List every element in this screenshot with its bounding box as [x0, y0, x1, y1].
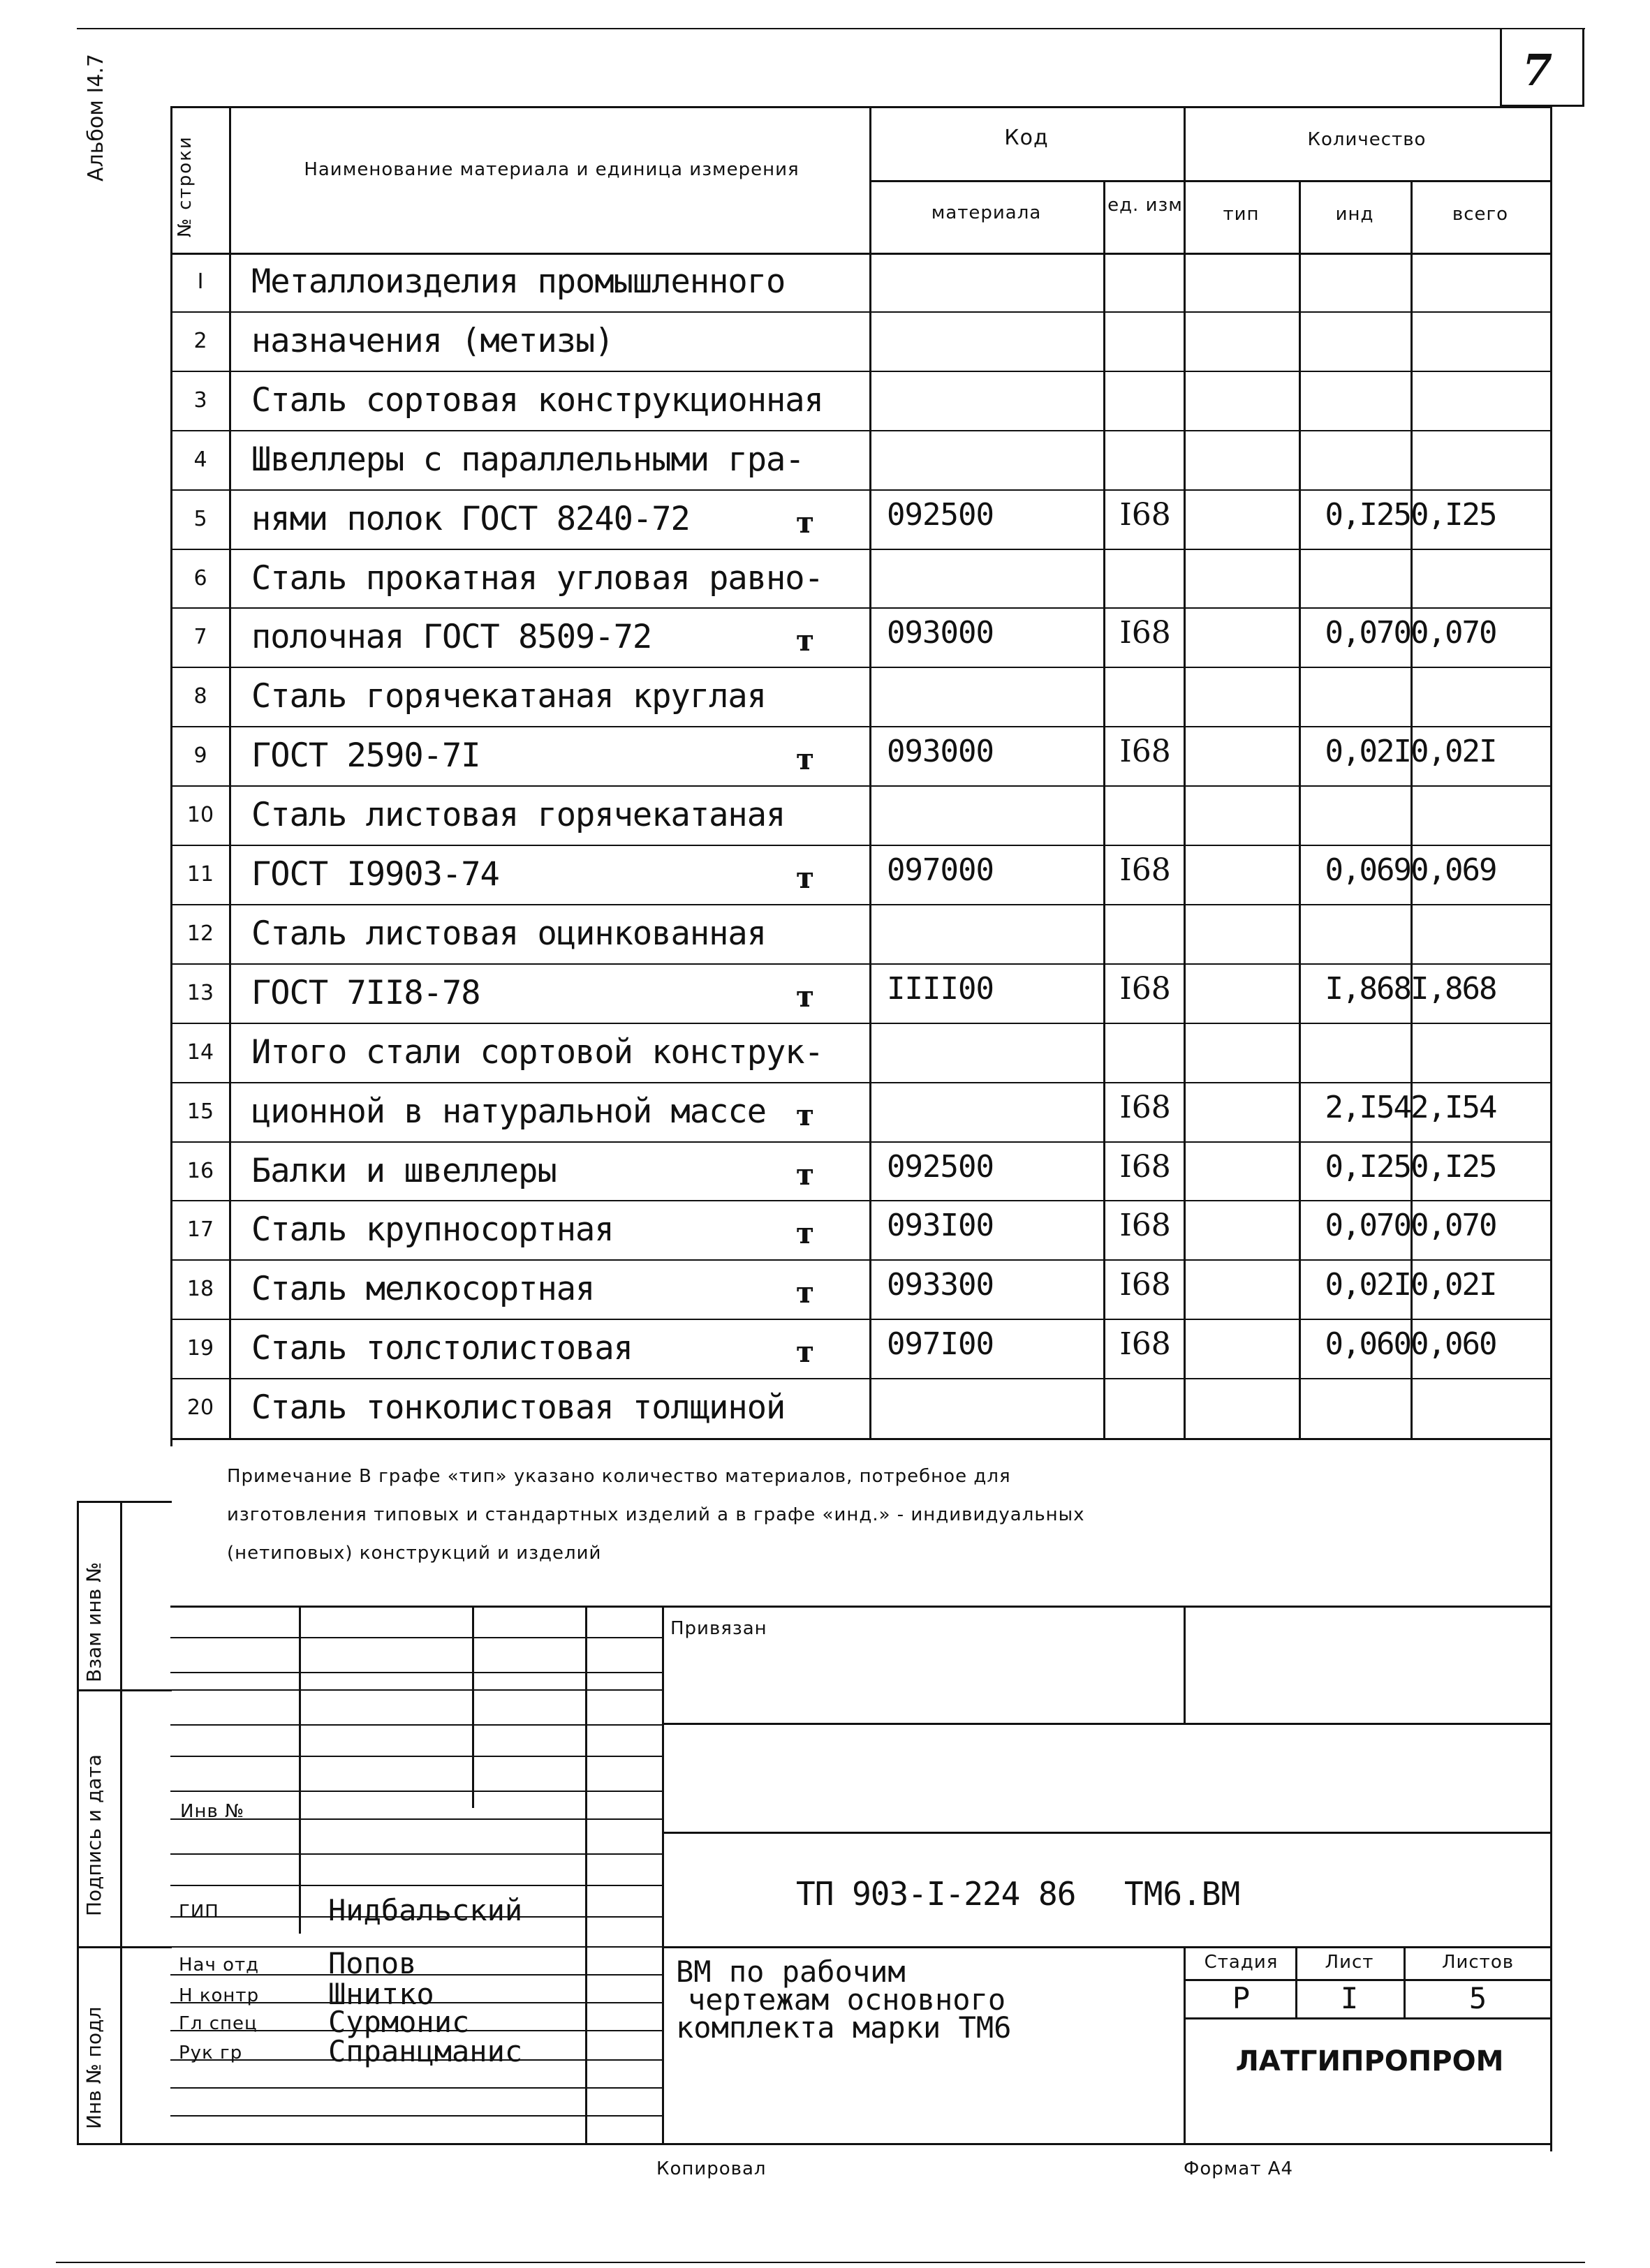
row-unit: т: [796, 979, 815, 1014]
page-number-box-right: [1582, 28, 1584, 107]
table-top-line: [172, 106, 1552, 108]
row-unit-code: I68: [1119, 1326, 1171, 1363]
row-number: 8: [193, 684, 207, 709]
row-name: ционной в натуральной массе: [251, 1092, 767, 1131]
row-divider: [172, 904, 1552, 905]
side-sep-1: [77, 1689, 172, 1691]
row-total: 0,069: [1410, 852, 1496, 888]
stamp-grid-line: [170, 1689, 662, 1691]
role-label: Гл спец: [179, 2013, 258, 2034]
row-divider: [172, 1082, 1552, 1083]
row-ind: 0,070: [1325, 1208, 1410, 1244]
row-unit: т: [796, 1216, 815, 1251]
organization: ЛАТГИПРОПРОМ: [1235, 2045, 1504, 2077]
doc-title-line-2: чертежам основного: [688, 1982, 1006, 2017]
row-number: 20: [186, 1395, 214, 1421]
col-ind-line: [1299, 180, 1301, 1439]
stage-value: Р: [1232, 1981, 1251, 2015]
col-qty-line: [1184, 106, 1186, 1439]
stamp-grid-line: [170, 1637, 662, 1638]
table-right-line: [1550, 106, 1552, 2151]
footer-copied: Копировал: [656, 2158, 767, 2179]
row-number: 2: [193, 328, 207, 353]
col-code-line: [869, 106, 871, 1439]
row-unit: т: [796, 505, 815, 540]
row-unit: т: [796, 742, 815, 777]
row-code: 093I00: [887, 1208, 994, 1244]
row-number: 18: [186, 1277, 214, 1302]
row-name: Швеллеры с параллельными гра-: [251, 440, 804, 479]
row-name: Сталь мелкосортная: [251, 1270, 595, 1309]
row-name: ГОСТ 7II8-78: [251, 973, 480, 1012]
role-label: ГИП: [179, 1902, 219, 1922]
row-total: 0,02I: [1410, 734, 1496, 770]
row-total: 0,070: [1410, 1208, 1496, 1244]
row-divider: [172, 1141, 1552, 1143]
album-label: Альбом I4.7: [84, 54, 108, 181]
side-label-podpis: Подпись и дата: [82, 1754, 105, 1916]
row-number: 3: [193, 387, 207, 413]
sheet-value: I: [1340, 1981, 1359, 2015]
doc-title-line-1: ВМ по рабочим: [676, 1955, 906, 1989]
role-name: Шнитко: [328, 1977, 434, 2011]
row-number: 15: [186, 1099, 214, 1124]
row-name: Итого стали сортовой конструк-: [251, 1032, 823, 1072]
page-number: 7: [1522, 45, 1553, 96]
row-total: I,868: [1410, 970, 1496, 1007]
row-code: IIII00: [887, 970, 994, 1007]
stamp-grid-line: [170, 1885, 662, 1886]
row-ind: 0,I25: [1325, 1148, 1410, 1185]
side-left-line: [77, 1501, 79, 2144]
header-bottom-line: [172, 253, 1552, 255]
header-code: Код: [1004, 126, 1049, 150]
row-ind: 0,I25: [1325, 496, 1410, 533]
stamp-bottom-line: [77, 2143, 1552, 2145]
table-left-line: [170, 106, 172, 1446]
row-ind: 0,070: [1325, 615, 1410, 651]
row-divider: [172, 371, 1552, 372]
row-name: Сталь листовая горячекатаная: [251, 796, 786, 835]
row-name: ГОСТ 2590-7I: [251, 736, 480, 776]
side-top-line: [77, 1501, 172, 1503]
row-number: 12: [186, 921, 214, 946]
row-name: Балки и швеллеры: [251, 1151, 557, 1190]
header-q-type: тип: [1223, 204, 1260, 225]
footer-format: Формат А4: [1184, 2158, 1294, 2179]
stamp-col-3: [585, 1606, 587, 2143]
header-code-unit: ед. изм: [1107, 195, 1183, 216]
inv-no-label: Инв №: [180, 1801, 245, 1822]
row-number: 13: [186, 980, 214, 1005]
header-mid-line: [869, 180, 1552, 182]
row-code: 097000: [887, 852, 994, 888]
row-ind: 0,060: [1325, 1326, 1410, 1363]
row-name: Сталь тонколистовая толщиной: [251, 1388, 786, 1428]
row-number: 6: [193, 565, 207, 591]
row-total: 2,I54: [1410, 1089, 1496, 1125]
row-number: 16: [186, 1158, 214, 1183]
row-unit-code: I68: [1119, 734, 1171, 770]
stamp-col-2: [472, 1606, 474, 1808]
row-name: Сталь листовая оцинкованная: [251, 914, 767, 953]
stamp-col-4: [662, 1606, 664, 2143]
row-name: Металлоизделия промышленного: [251, 262, 786, 301]
row-divider: [172, 607, 1552, 609]
doc-mark: ТМ6.ВМ: [1124, 1875, 1241, 1913]
row-divider: [172, 1200, 1552, 1201]
stamp-code-top: [662, 1832, 1552, 1834]
row-divider: [172, 785, 1552, 787]
row-name: Сталь толстолистовая: [251, 1329, 633, 1368]
row-ind: I,868: [1325, 970, 1410, 1007]
privyazan-label: Привязан: [670, 1618, 767, 1639]
row-divider: [172, 1319, 1552, 1320]
row-ind: 0,069: [1325, 852, 1410, 888]
col-total-line: [1410, 180, 1413, 1439]
row-unit-code: I68: [1119, 1267, 1171, 1303]
row-divider: [172, 489, 1552, 491]
stamp-grid-line: [170, 2087, 662, 2089]
row-divider: [172, 549, 1552, 550]
row-code: 093000: [887, 734, 994, 770]
doc-title-line-3: комплекта марки ТМ6: [676, 2010, 1012, 2045]
header-quantity: Количество: [1307, 129, 1427, 150]
row-number: 14: [186, 1039, 214, 1065]
role-label: Рук гр: [179, 2043, 243, 2063]
stamp-code-bottom: [662, 1946, 1552, 1948]
note-line-3: (нетиповых) конструкций и изделий: [227, 1543, 602, 1564]
col-rowno-line: [229, 106, 231, 1439]
row-ind: 2,I54: [1325, 1089, 1410, 1125]
row-name: Сталь крупносортная: [251, 1210, 614, 1250]
row-unit-code: I68: [1119, 1208, 1171, 1244]
sheets-header: Листов: [1441, 1952, 1515, 1973]
row-name: ГОСТ I9903-74: [251, 855, 499, 894]
row-divider: [172, 963, 1552, 965]
header-name: Наименование материала и единица измерения: [304, 159, 800, 180]
row-divider: [172, 1023, 1552, 1024]
row-unit-code: I68: [1119, 970, 1171, 1007]
doc-code: ТП 903-I-224 86: [796, 1875, 1076, 1913]
row-number: 11: [186, 862, 214, 887]
header-q-total: всего: [1452, 204, 1509, 225]
header-code-material: материала: [931, 202, 1042, 223]
row-code: 097I00: [887, 1326, 994, 1363]
row-unit-code: I68: [1119, 615, 1171, 651]
row-unit: т: [796, 1157, 815, 1192]
row-code: 093300: [887, 1267, 994, 1303]
header-q-ind: инд: [1335, 204, 1374, 225]
sheets-value: 5: [1468, 1981, 1487, 2015]
row-number: 10: [186, 803, 214, 828]
side-label-vzam: Взам инв №: [82, 1562, 105, 1682]
row-total: 0,060: [1410, 1326, 1496, 1363]
row-total: 0,070: [1410, 615, 1496, 651]
row-ind: 0,02I: [1325, 734, 1410, 770]
row-name: Сталь сортовая конструкционная: [251, 380, 823, 420]
row-code: 092500: [887, 496, 994, 533]
row-unit: т: [796, 1097, 815, 1132]
col-ed-line: [1103, 180, 1105, 1439]
row-divider: [172, 726, 1552, 727]
row-total: 0,I25: [1410, 1148, 1496, 1185]
row-total: 0,I25: [1410, 496, 1496, 533]
row-divider: [172, 667, 1552, 668]
role-name: Сурмонис: [328, 2005, 470, 2039]
sheet-header: Лист: [1325, 1952, 1374, 1973]
stamp-grid-line: [170, 1791, 662, 1792]
role-name: Нидбальский: [328, 1893, 523, 1927]
stage-header: Стадия: [1204, 1952, 1279, 1973]
row-name: назначения (метизы): [251, 321, 614, 360]
row-divider: [172, 1259, 1552, 1261]
row-number: 19: [186, 1336, 214, 1361]
stamp-grid-line: [170, 1724, 662, 1726]
row-name: Сталь горячекатаная круглая: [251, 677, 767, 716]
stamp-grid-line: [170, 1853, 662, 1855]
top-border: [77, 28, 1585, 29]
stage-value-line: [1184, 2017, 1552, 2019]
row-unit: т: [796, 1275, 815, 1310]
stamp-top-line: [170, 1606, 1552, 1608]
row-code: 093000: [887, 615, 994, 651]
stamp-grid-line: [170, 2115, 662, 2117]
row-divider: [172, 1378, 1552, 1379]
row-name: полочная ГОСТ 8509-72: [251, 618, 652, 657]
stamp-grid-line: [170, 1756, 662, 1757]
rows-bottom-line: [172, 1438, 1552, 1440]
stamp-priv-bottom: [662, 1723, 1552, 1725]
row-name: Сталь прокатная угловая равно-: [251, 558, 823, 598]
note-line-2: изготовления типовых и стандартных изделий а в графе «инд.» - индивидуальных: [227, 1504, 1085, 1525]
row-unit: т: [796, 623, 815, 658]
row-divider: [172, 311, 1552, 313]
row-number: 4: [193, 447, 207, 472]
row-unit-code: I68: [1119, 1148, 1171, 1185]
row-total: 0,02I: [1410, 1267, 1496, 1303]
stamp-col-stage: [1184, 1946, 1186, 2143]
row-unit-code: I68: [1119, 496, 1171, 533]
side-mid-line: [120, 1501, 122, 2144]
row-number: 17: [186, 1217, 214, 1243]
page-number-box-left: [1500, 28, 1502, 107]
row-number: 7: [193, 625, 207, 650]
stamp-col-priv: [1184, 1606, 1186, 1724]
row-name: нями полок ГОСТ 8240-72: [251, 499, 690, 538]
row-number: I: [197, 269, 204, 294]
header-row-no: № строки: [175, 135, 196, 237]
note-line-1: Примечание В графе «тип» указано количество материалов, потребное для: [227, 1466, 1011, 1487]
row-unit: т: [796, 861, 815, 895]
row-unit-code: I68: [1119, 852, 1171, 888]
role-label: Н контр: [179, 1985, 260, 2006]
side-sep-2: [77, 1946, 172, 1948]
role-label: Нач отд: [179, 1955, 260, 1976]
row-unit-code: I68: [1119, 1089, 1171, 1125]
row-divider: [172, 430, 1552, 431]
stamp-grid-line: [170, 1672, 662, 1673]
page-bottom-edge: [56, 2262, 1585, 2263]
row-number: 9: [193, 743, 207, 769]
row-code: 092500: [887, 1148, 994, 1185]
row-number: 5: [193, 506, 207, 531]
row-divider: [172, 845, 1552, 846]
row-unit: т: [796, 1335, 815, 1370]
role-name: Попов: [328, 1946, 417, 1980]
role-name: Спранцманис: [328, 2034, 523, 2068]
row-ind: 0,02I: [1325, 1267, 1410, 1303]
side-label-inv: Инв № подл: [82, 2006, 105, 2129]
